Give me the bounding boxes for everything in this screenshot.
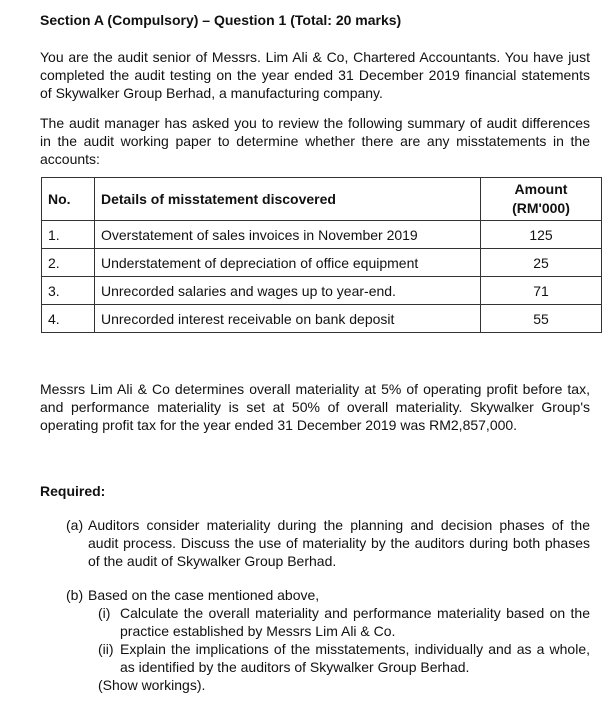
- question-a: [66, 516, 590, 570]
- manager-note-paragraph: The audit manager has asked you to review the following summary of audit differences in the audit working paper to determine whether there are any misstatements in the accounts:: [40, 115, 590, 167]
- row-no: 2.: [42, 249, 95, 277]
- table-header-row: [42, 178, 602, 221]
- header-amount: [481, 178, 602, 221]
- question-a-text: Auditors consider materiality during the planning and decision phases of the audit process. Discuss the use of materiality by the auditors during both phases of the audit of Skywalker Group Berhad.: [88, 517, 590, 569]
- section-heading: Section A (Compulsory) – Question 1 (Total: 20 marks): [40, 12, 402, 28]
- row-amount: 25: [481, 249, 602, 277]
- row-details: Overstatement of sales invoices in November 2019: [95, 221, 481, 249]
- table-row: [42, 277, 602, 305]
- required-heading: Required:: [40, 483, 106, 499]
- header-amount-unit: (RM'000): [512, 200, 570, 216]
- show-workings-note: (Show workings).: [98, 677, 206, 693]
- header-amount-label: Amount: [514, 181, 568, 197]
- row-details: Understatement of depreciation of office equipment: [95, 249, 481, 277]
- table-row: [42, 249, 602, 277]
- question-b: [66, 586, 590, 694]
- row-amount: 71: [481, 277, 602, 305]
- question-b-ii-text: Explain the implications of the misstatements, individually and as a whole, as identified by the auditors of Skywalker Group Berhad.: [120, 641, 590, 675]
- header-details: Details of misstatement discovered: [95, 178, 481, 221]
- question-b-text: Based on the case mentioned above,: [88, 587, 320, 603]
- row-details: Unrecorded interest receivable on bank deposit: [95, 305, 481, 333]
- misstatement-table: [41, 177, 602, 333]
- question-b-i-text: Calculate the overall materiality and performance materiality based on the practice established by Messrs Lim Ali & Co.: [120, 605, 590, 639]
- question-b-label: (b): [66, 587, 84, 603]
- table-row: [42, 221, 602, 249]
- intro-paragraph: You are the audit senior of Messrs. Lim Ali & Co, Chartered Accountants. You have just completed the audit testing on the year ended 31 December 2019 financial statements of Skywalker Group Berhad, a manufacturing company.: [40, 49, 590, 101]
- row-amount: 55: [481, 305, 602, 333]
- question-b-i: [98, 604, 590, 640]
- materiality-paragraph: Messrs Lim Ali & Co determines overall materiality at 5% of operating profit before tax, and performance materiality is set at 50% of overall materiality. Skywalker Group's operating profit tax for the year ended 31 December 2019 was RM2,857,000.: [40, 381, 590, 433]
- row-details: Unrecorded salaries and wages up to year-end.: [95, 277, 481, 305]
- question-b-i-label: (i): [98, 605, 111, 621]
- question-b-ii-label: (ii): [98, 641, 114, 657]
- row-amount: 125: [481, 221, 602, 249]
- question-a-label: (a): [66, 517, 84, 533]
- question-b-ii: [98, 640, 590, 676]
- row-no: 4.: [42, 305, 95, 333]
- header-no: No.: [42, 178, 95, 221]
- table-row: [42, 305, 602, 333]
- row-no: 1.: [42, 221, 95, 249]
- row-no: 3.: [42, 277, 95, 305]
